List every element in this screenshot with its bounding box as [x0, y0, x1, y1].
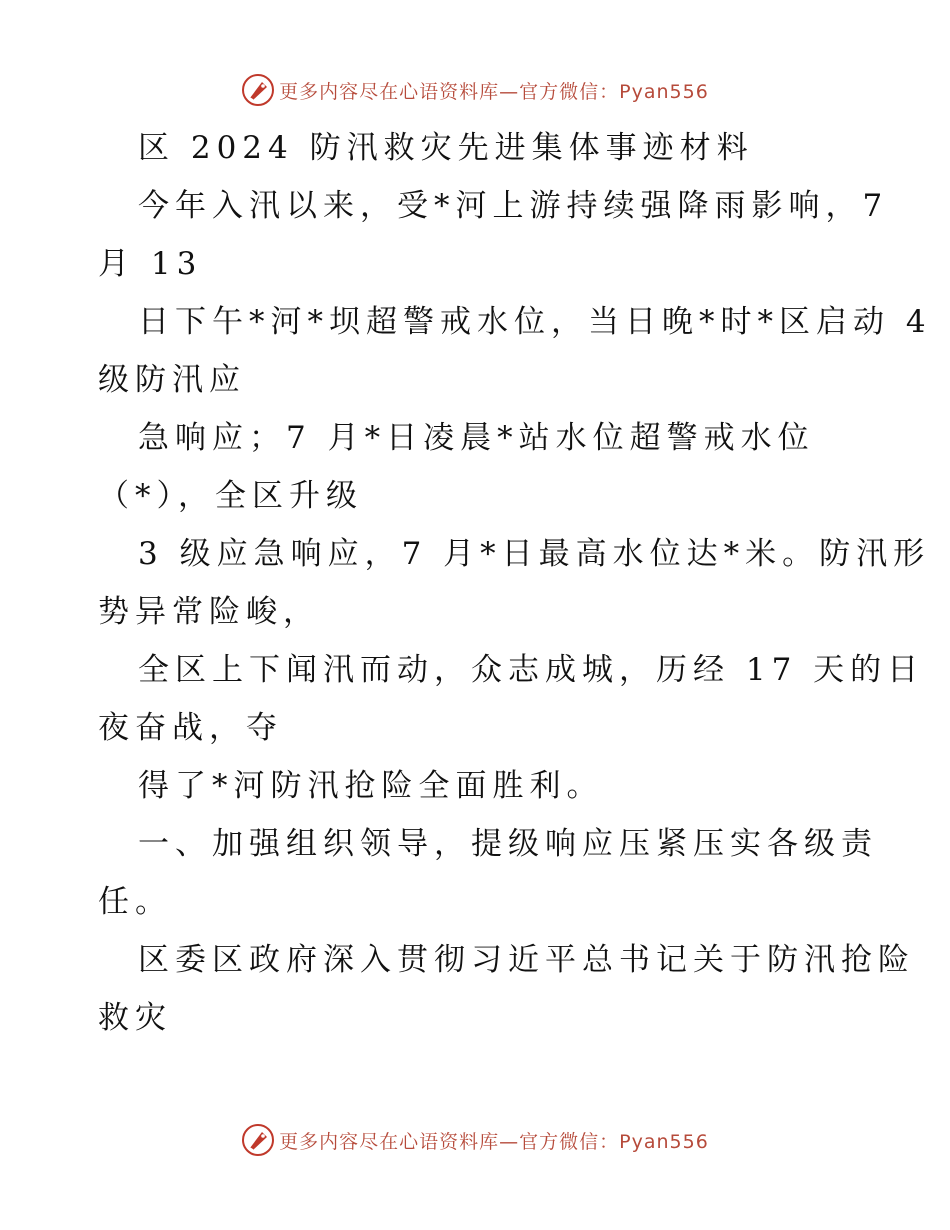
pen-nib-logo-icon	[241, 73, 275, 107]
footer-watermark	[0, 1120, 950, 1160]
paragraph-line: 今年入汛以来，受*河上游持续强降雨影响，7	[138, 188, 889, 224]
pen-nib-logo-icon	[241, 1123, 275, 1157]
section-heading: 任。	[98, 884, 172, 920]
paragraph-line: 级防汛应	[98, 362, 246, 398]
paragraph-line: 区委区政府深入贯彻习近平总书记关于防汛抢险	[138, 942, 915, 978]
paragraph-line: 全区上下闻汛而动，众志成城，历经 17 天的日	[138, 652, 925, 688]
paragraph-line: 夜奋战，夺	[98, 710, 283, 746]
paragraph-line: 月 13	[98, 246, 203, 282]
paragraph-line: 急响应；7 月*日凌晨*站水位超警戒水位	[138, 420, 815, 456]
section-heading: 一、加强组织领导，提级响应压紧压实各级责	[138, 826, 878, 862]
paragraph-line: 救灾	[98, 1000, 172, 1036]
paragraph-line: 日下午*河*坝超警戒水位，当日晚*时*区启动 4	[138, 304, 932, 340]
paragraph-line: （*），全区升级	[98, 478, 363, 514]
paragraph-line: 势异常险峻，	[98, 594, 320, 630]
watermark-text: 更多内容尽在心语资料库—官方微信：Pyan556	[279, 1130, 709, 1153]
paragraph-line: 3 级应急响应，7 月*日最高水位达*米。防汛形	[138, 536, 931, 572]
document-title: 区 2024 防汛救灾先进集体事迹材料	[138, 130, 754, 166]
paragraph-line: 得了*河防汛抢险全面胜利。	[138, 768, 604, 804]
header-watermark	[0, 70, 950, 110]
watermark-text: 更多内容尽在心语资料库—官方微信：Pyan556	[279, 80, 709, 103]
